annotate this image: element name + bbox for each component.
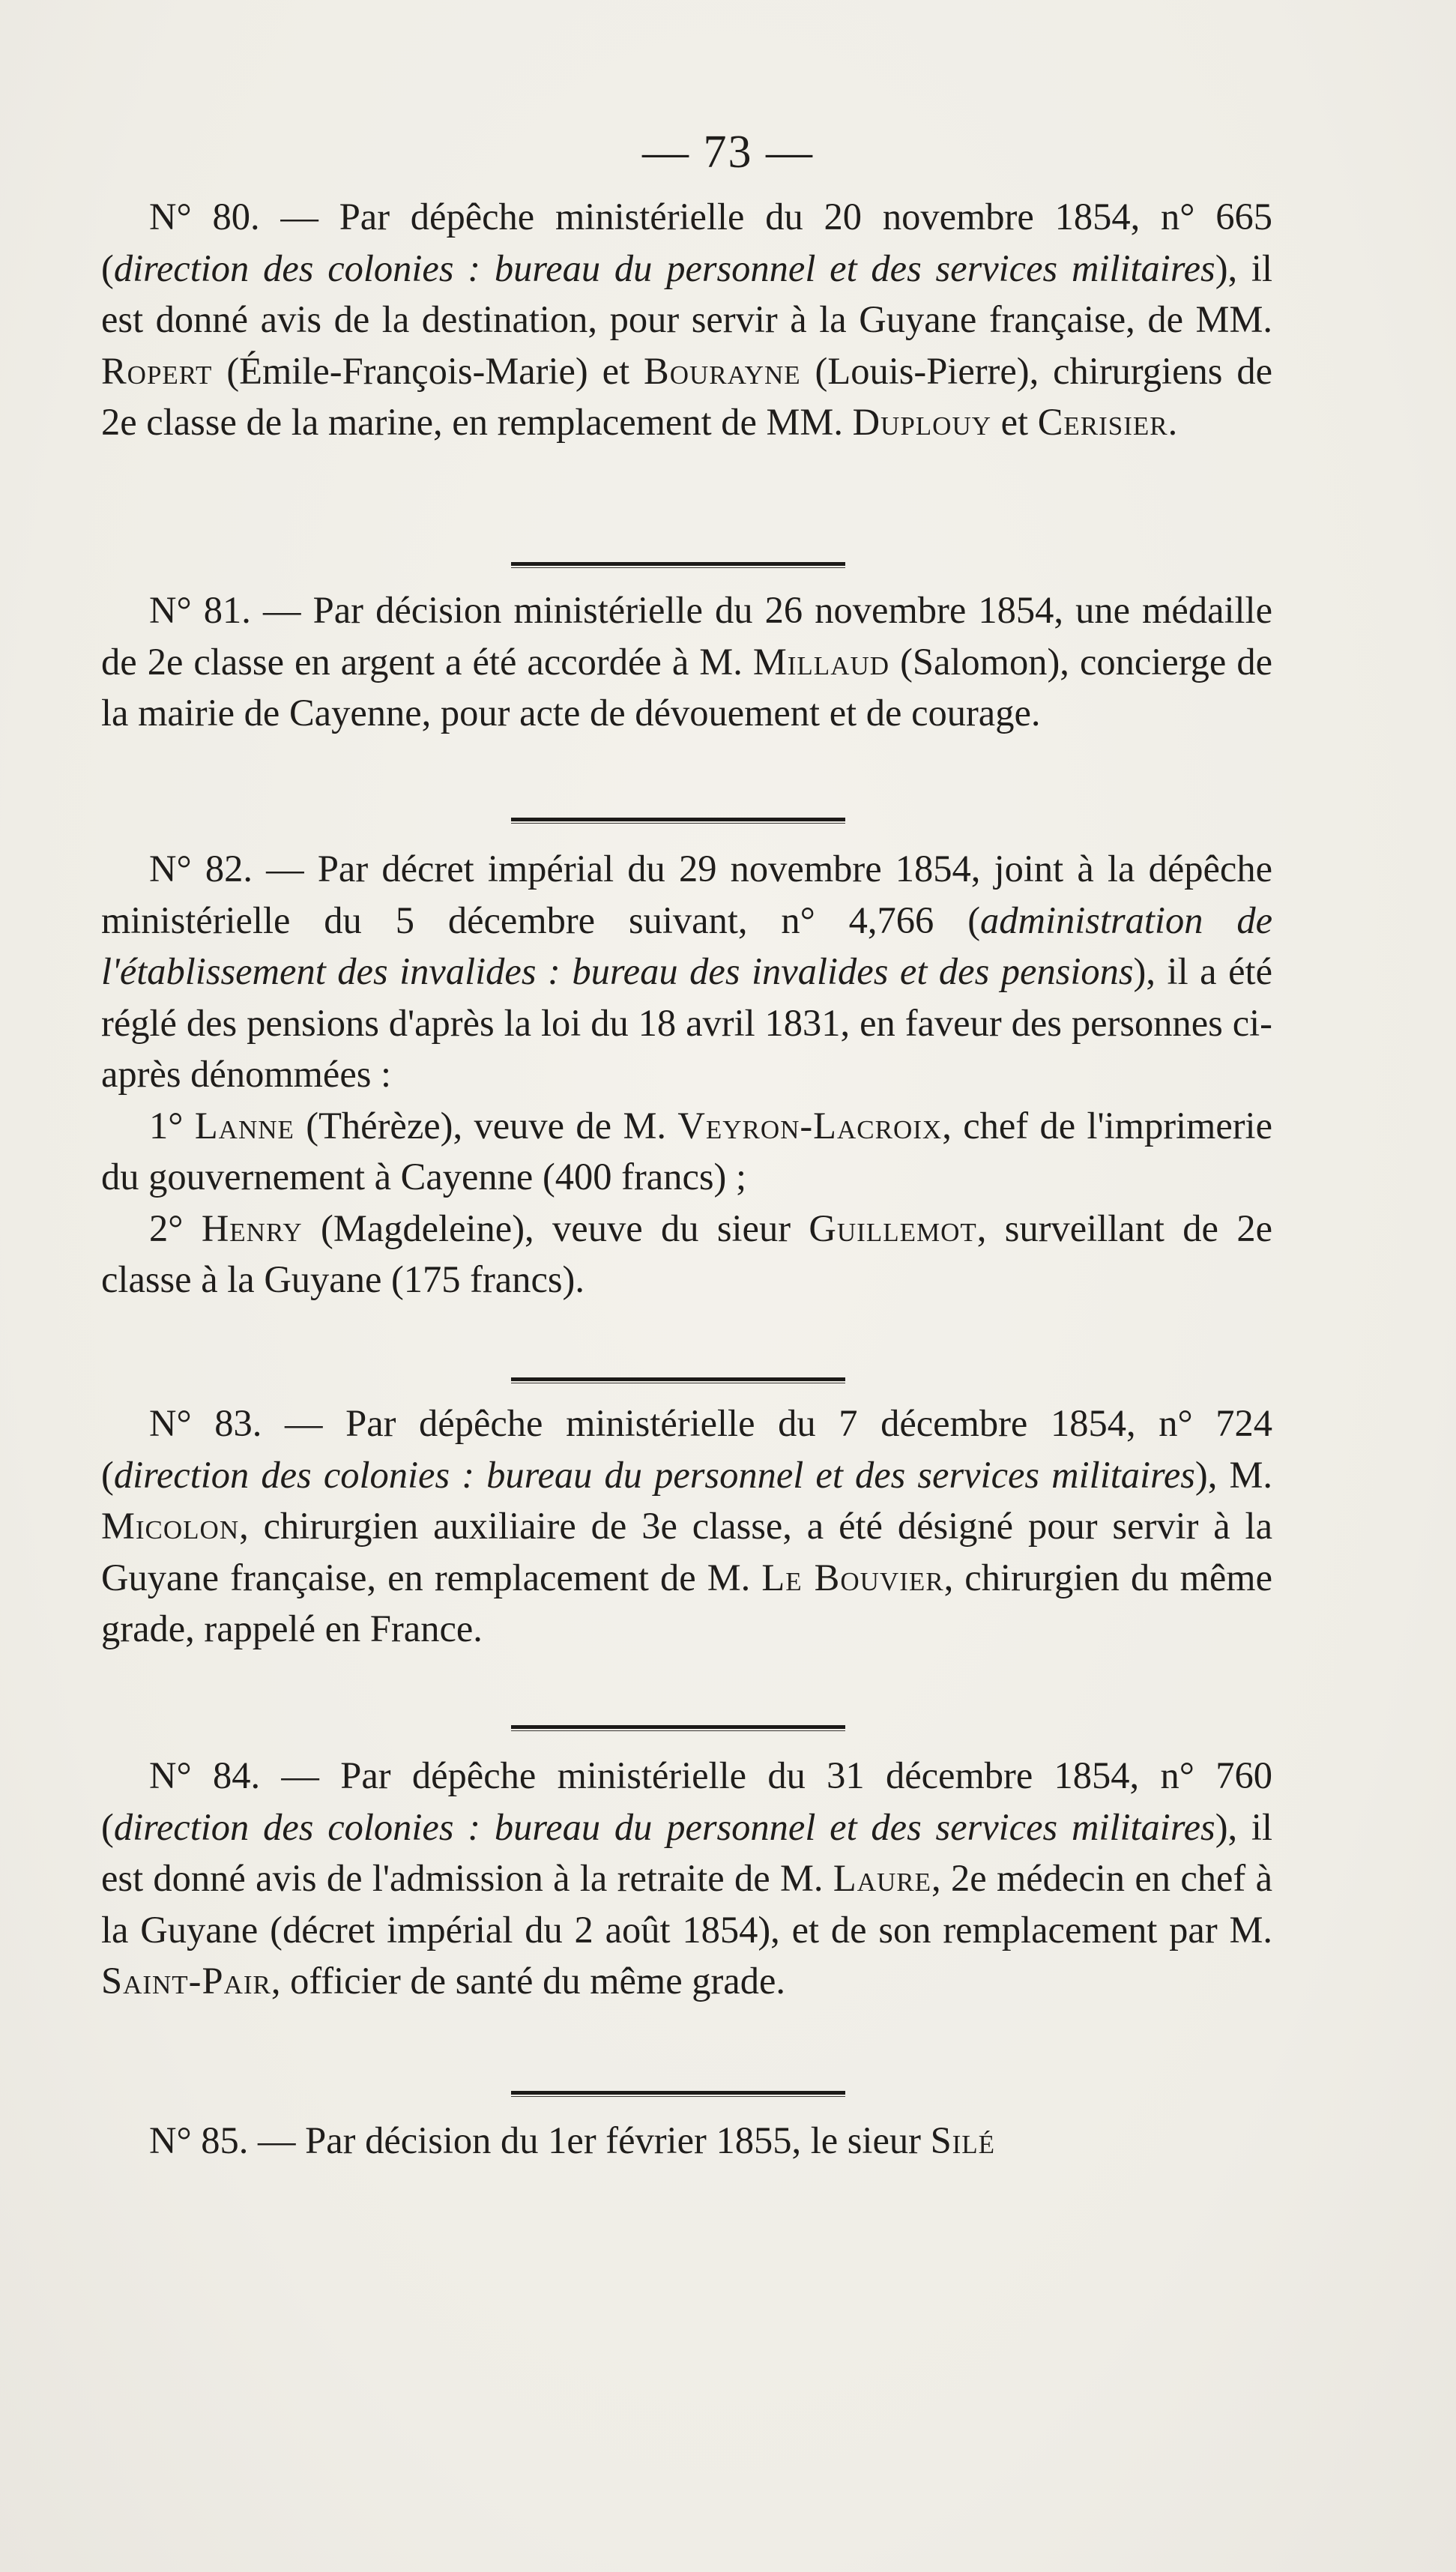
entry-80-text-2: (Émile-François-Marie) et — [212, 349, 644, 392]
entry-81-end: (Salomon), concierge de la mairie de Cayenne, pour acte de dévouement et de courage. — [101, 640, 1272, 734]
separator-rule — [511, 2091, 845, 2095]
entry-84-text-2: , 2e médecin en chef à la Guyane (décret impérial du 2 août 1854), et de son remplacement par M. — [101, 1857, 1272, 1951]
person-name-laure: Laure — [833, 1857, 931, 1899]
person-name-lanne: Lanne — [194, 1104, 294, 1147]
entry-82-end: ), il a été réglé des pensions d'après la loi du 18 avril 1831, en faveur des personnes ci-après dénommées : — [101, 950, 1272, 1095]
entry-80-text-3: (Louis-Pierre), chirurgiens de 2e classe de la marine, en remplacement de MM. — [101, 349, 1272, 443]
entry-84-department: direction des colonies : bureau du personnel et des services militaires — [113, 1805, 1215, 1848]
entry-82-lead: N° 82. — Par décret impérial du 29 novembre 1854, joint à la dépêche ministérielle du 5 décembre suivant, n° 4,766 ( — [101, 848, 1272, 941]
entry-84-text — [101, 1750, 1272, 2007]
person-name-saint-pair: Saint-Pair — [101, 1960, 271, 2002]
entry-85 — [101, 2115, 1272, 2167]
entry-80-text — [101, 191, 1272, 448]
entry-83-department: direction des colonies : bureau du personnel et des services militaires — [113, 1453, 1195, 1496]
entry-83-text — [101, 1398, 1272, 1655]
entry-83-lead: N° 83. — Par dépêche ministérielle du 7 décembre 1854, n° 724 ( — [101, 1402, 1272, 1496]
entry-84-text-1: ), il est donné avis de l'admission à la retraite de M. — [101, 1805, 1272, 1899]
entry-80-text-4: et — [991, 401, 1038, 443]
entry-83-text-1: ), M. — [1194, 1453, 1272, 1496]
person-name-micolon: Micolon — [101, 1505, 240, 1547]
person-name-millaud: Millaud — [752, 640, 890, 683]
separator-rule — [511, 1377, 845, 1381]
separator-rule — [511, 818, 845, 821]
person-name-duplouy: Duplouy — [852, 401, 991, 443]
entry-84-lead: N° 84. — Par dépêche ministérielle du 31 décembre 1854, n° 760 ( — [101, 1754, 1272, 1848]
entry-80-lead: N° 80. — Par dépêche ministérielle du 20 novembre 1854, n° 665 ( — [101, 196, 1272, 289]
entry-82 — [101, 843, 1272, 1305]
entry-84 — [101, 1750, 1272, 2007]
person-name-guillemot: Guillemot — [809, 1207, 977, 1249]
entry-81-lead: N° 81. — Par décision ministérielle du 26 novembre 1854, une médaille de 2e classe en argent a été accordée à M. — [101, 589, 1272, 683]
item-1-marker: 1° — [149, 1104, 195, 1147]
item-2-marker: 2° — [149, 1207, 202, 1249]
entry-85-text — [101, 2115, 1272, 2167]
entry-85-lead: N° 85. — Par décision du 1er février 1855, le sieur — [149, 2119, 931, 2161]
person-name-cerisier: Cerisier — [1037, 401, 1168, 443]
separator-rule — [511, 1725, 845, 1729]
person-name-bourayne: Bourayne — [644, 349, 801, 392]
entry-82-item-2 — [101, 1203, 1272, 1305]
entry-83-end: , chirurgien du même grade, rappelé en France. — [101, 1556, 1272, 1649]
entry-82-item-1 — [101, 1100, 1272, 1203]
entry-83-text-2: , chirurgien auxiliaire de 3e classe, a été désigné pour servir à la Guyane française, en remplacement de M. — [101, 1505, 1272, 1599]
entry-81-text — [101, 585, 1272, 739]
entry-82-text — [101, 843, 1272, 1100]
entry-83 — [101, 1398, 1272, 1655]
page-number: — 73 — — [642, 127, 814, 178]
entry-80-department: direction des colonies : bureau du personnel et des services militaires — [113, 247, 1215, 289]
entry-81 — [101, 585, 1272, 739]
item-1-text: (Thérèze), veuve de M. — [294, 1104, 678, 1147]
item-2-end: , surveillant de 2e classe à la Guyane (175 francs). — [101, 1207, 1273, 1300]
item-1-end: , chef de l'imprimerie du gouvernement à Cayenne (400 francs) ; — [101, 1104, 1272, 1198]
person-name-henry: Henry — [201, 1207, 303, 1249]
person-name-le-bouvier: Le Bouvier — [761, 1556, 944, 1599]
person-name-sile: Silé — [930, 2119, 996, 2161]
entry-80-text-1: ), il est donné avis de la destination, pour servir à la Guyane française, de MM. — [101, 247, 1272, 340]
person-name-ropert: Ropert — [101, 349, 213, 392]
entry-82-department: administration de l'établissement des invalides : bureau des invalides et des pensions — [101, 899, 1272, 992]
entry-84-end: , officier de santé du même grade. — [271, 1960, 785, 2002]
person-name-veyron-lacroix: Veyron-Lacroix — [677, 1104, 943, 1147]
item-2-text: (Magdeleine), veuve du sieur — [302, 1207, 809, 1249]
entry-80 — [101, 191, 1272, 448]
separator-rule — [511, 562, 845, 566]
entry-80-end: . — [1167, 401, 1178, 443]
